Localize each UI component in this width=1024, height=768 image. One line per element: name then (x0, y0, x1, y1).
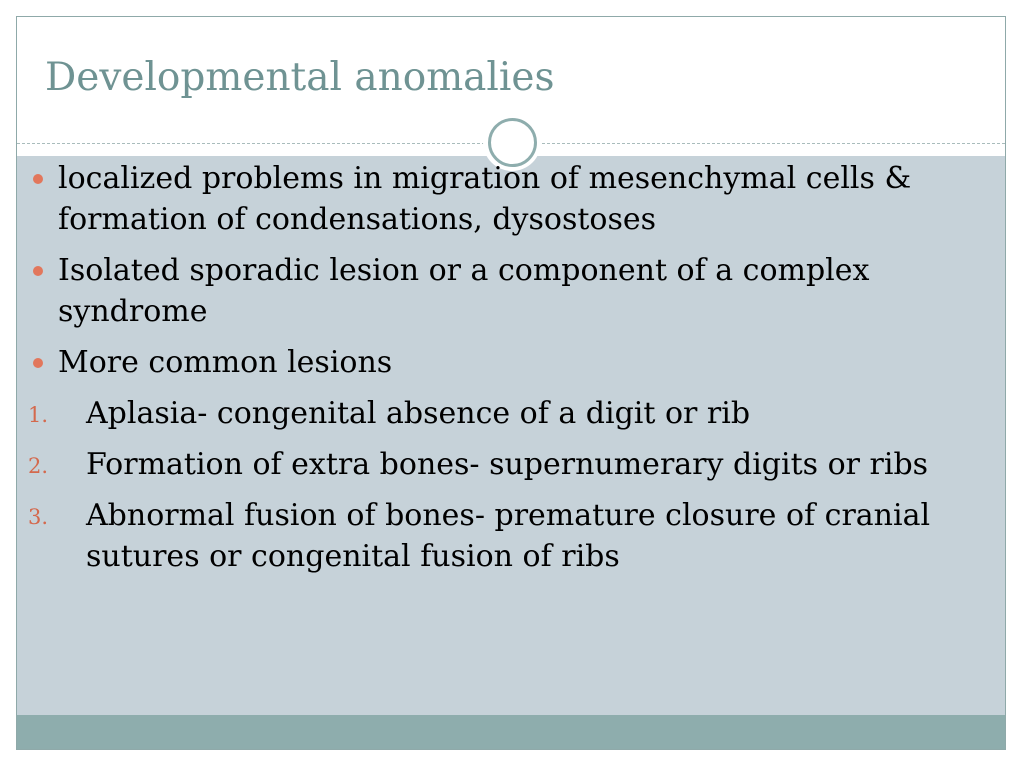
footer-bar (17, 715, 1005, 749)
bullet-item (28, 158, 978, 240)
bullet-dot-icon (33, 174, 43, 184)
numbered-item (28, 393, 978, 434)
number-marker: 1. (28, 403, 49, 427)
bullet-text: Isolated sporadic lesion or a component of a complex syndrome (58, 253, 870, 329)
bullet-text: localized problems in migration of mesenchymal cells & formation of condensations, dysostoses (58, 161, 912, 237)
numbered-text: Aplasia- congenital absence of a digit or rib (86, 396, 751, 431)
bullet-dot-icon (33, 266, 43, 276)
bullet-item (28, 342, 978, 383)
number-marker: 2. (28, 454, 49, 478)
numbered-item (28, 444, 978, 485)
body-list (28, 158, 978, 587)
numbered-text: Formation of extra bones- supernumerary digits or ribs (86, 447, 929, 482)
number-marker: 3. (28, 505, 49, 529)
numbered-item (28, 495, 978, 577)
bullet-dot-icon (33, 358, 43, 368)
bullet-item (28, 250, 978, 332)
slide-title: Developmental anomalies (45, 55, 555, 100)
numbered-text: Abnormal fusion of bones- premature closure of cranial sutures or congenital fusion of ribs (86, 498, 931, 574)
bullet-text: More common lesions (58, 345, 393, 380)
